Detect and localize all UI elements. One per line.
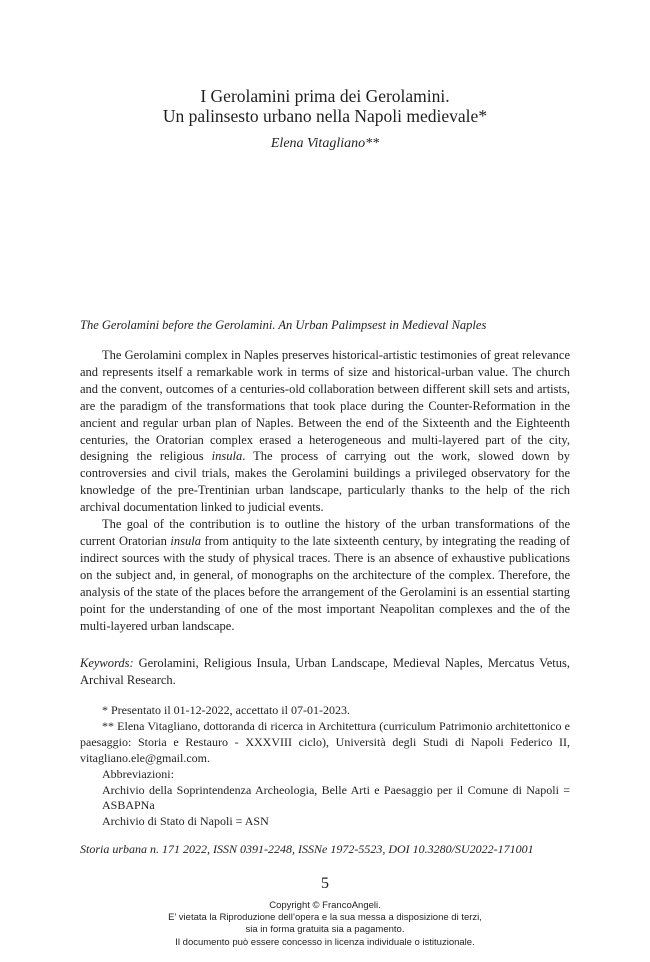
abstract-text: The goal of the contribution is to outline the history of the urban transformations of the current Oratorian [80,517,570,548]
abbreviation-asbapna: Archivio della Soprintendenza Archeologia, Belle Arti e Paesaggio per il Comune di Napoli = ASBAPNa [102,782,570,813]
abstract-italic-term: insula [211,449,243,464]
abbreviations-heading: Abbreviazioni: [102,766,174,781]
copyright-line-4: Il documento può essere concesso in licenza individuale o istituzionale. [175,936,475,948]
author-name: Elena Vitagliano** [270,136,380,151]
abstract-paragraph-1 [80,347,570,516]
copyright-notice [0,900,650,949]
abstract-text: The Gerolamini complex in Naples preserves historical-artistic testimonies of great relevance and represents itself a remarkable work in terms of size and historical-urban value. The church and the convent, outcomes of a centuries-old collaboration between different skill sets and artists, are the paradigm of the transformations that took place during the Counter-Reformation in the ancient and regular urban plan of Naples. Between the end of the Sixteenth and the Eighteenth centuries, the Oratorian complex erased a heterogeneous and multi-layered part of the city, designing the religious [80,348,570,464]
abstract [80,347,570,634]
journal-citation: Storia urbana n. 171 2022, ISSN 0391-2248, ISSNe 1972-5523, DOI 10.3280/SU2022-171001 [80,842,534,856]
copyright-line-1: Copyright © FrancoAngeli. [269,900,381,911]
copyright-line-3: sia in forma gratuita sia a pagamento. [245,924,405,936]
english-title: The Gerolamini before the Gerolamini. An Urban Palimpsest in Medieval Naples [80,318,487,332]
page-number: 5 [321,875,329,892]
copyright-line-2: E’ vietata la Riproduzione dell’opera e la sua messa a disposizione di terzi, [168,912,482,924]
footnote-submission: * Presentato il 01-12-2022, accettato il 07-01-2023. [102,703,350,717]
abstract-italic-term: insula [170,533,201,548]
abbreviation-asn: Archivio di Stato di Napoli = ASN [102,814,269,829]
footnote-author: ** Elena Vitagliano, dottoranda di ricerca in Architettura (curriculum Patrimonio architettonico e paesaggio: Storia e Restauro - XXXVIII ciclo), Università degli Studi di Napoli Federico II, vitagliano.ele@gmail.com. [80,718,570,765]
keywords [80,655,570,689]
abstract-text: from antiquity to the late sixteenth century, by integrating the reading of indirect sources with the study of physical traces. There is an absence of exhaustive publications on the subject and, in general, of monographs on the architecture of the complex. Therefore, the analysis of the state of the places before the arrangement of the Gerolamini is an essential starting point for the understanding of one of the most important Neapolitan complexes and the of the multi-layered urban landscape. [80,533,571,633]
keywords-text: Gerolamini, Religious Insula, Urban Landscape, Medieval Naples, Mercatus Vetus, Archival Research. [80,656,570,687]
article-title-line-1: I Gerolamini prima dei Gerolamini. [200,86,450,106]
abstract-paragraph-2 [80,516,570,634]
article-title-line-2: Un palinsesto urbano nella Napoli medievale* [162,106,488,126]
abstract-text: . The process of carrying out the work, slowed down by controversies and civil trials, makes the Gerolamini buildings a privileged observatory for the knowledge of the pre-Trentinian urban landscape, particularly thanks to the help of the rich archival documentation linked to judicial events. [80,449,570,515]
footnotes [80,703,570,830]
keywords-label: Keywords: [80,656,134,670]
